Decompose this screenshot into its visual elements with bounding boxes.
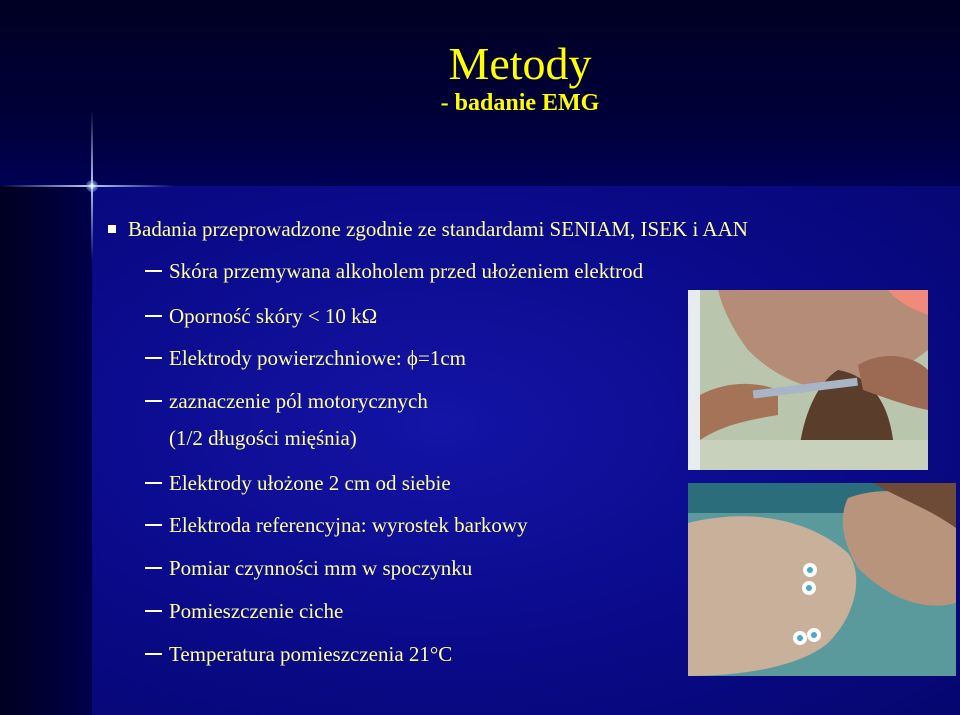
dash-bullet-icon — [145, 482, 162, 484]
dash-bullet-icon — [145, 524, 162, 526]
list-item — [145, 387, 428, 415]
list-item — [145, 511, 528, 539]
list-item — [145, 469, 451, 497]
dash-bullet-icon — [145, 357, 162, 359]
list-item-text: Elektroda referencyjna: wyrostek barkowy — [169, 513, 528, 537]
dash-bullet-icon — [145, 610, 162, 612]
list-item-text: Elektrody ułożone 2 cm od siebie — [169, 471, 451, 495]
light-flare-core — [86, 180, 98, 192]
dash-bullet-icon — [145, 270, 162, 272]
list-item-continuation: (1/2 długości mięśnia) — [169, 426, 357, 450]
list-item-text: Oporność skóry < 10 kΩ — [169, 304, 378, 328]
list-item-text: Elektrody powierzchniowe: ϕ=1cm — [169, 346, 466, 370]
list-item — [145, 344, 466, 372]
dash-bullet-icon — [145, 315, 162, 317]
photo-measuring-muscle — [688, 290, 928, 470]
list-item-text: Pomieszczenie ciche — [169, 599, 344, 623]
list-item — [145, 554, 472, 582]
dash-bullet-icon — [145, 653, 162, 655]
main-bullet-text: Badania przeprowadzone zgodnie ze standardami SENIAM, ISEK i AAN — [128, 217, 748, 241]
square-bullet-icon — [108, 225, 116, 233]
list-item-text: Pomiar czynności mm w spoczynku — [169, 556, 473, 580]
slide-subtitle: - badanie EMG — [440, 90, 600, 116]
main-bullet — [108, 215, 748, 243]
list-item-text: zaznaczenie pól motorycznych — [169, 389, 428, 413]
list-item — [145, 640, 452, 668]
list-item-text: Skóra przemywana alkoholem przed ułożeniem elektrod — [169, 259, 644, 283]
list-item-text: Temperatura pomieszczenia 21°C — [169, 642, 453, 666]
measuring-photo-illustration — [688, 290, 928, 470]
list-item — [145, 597, 343, 625]
slide-title: Metody — [448, 38, 592, 89]
photo-electrode-placement — [688, 483, 956, 676]
dash-bullet-icon — [145, 567, 162, 569]
dash-bullet-icon — [145, 400, 162, 402]
electrode-photo-illustration — [688, 483, 956, 676]
list-item — [145, 302, 377, 330]
list-item — [145, 257, 643, 285]
